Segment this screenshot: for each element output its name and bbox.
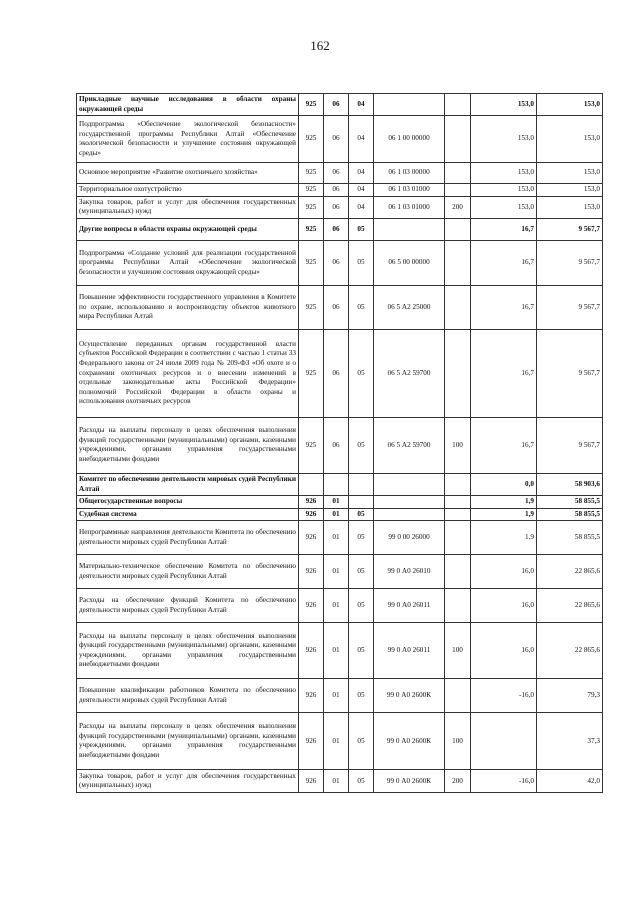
row-amount-change: 153,0 xyxy=(471,116,537,163)
row-section: 01 xyxy=(324,496,349,509)
row-grbs xyxy=(299,473,324,495)
row-amount-change: 16,0 xyxy=(471,555,537,589)
row-subsection xyxy=(349,473,374,495)
row-grbs: 926 xyxy=(299,555,324,589)
row-name: Повышение эффективности государственного управления в Комитете по охране, использованию и воспроизводству объектов животного мира Республики Алтай xyxy=(77,285,299,329)
row-amount-change: 16,7 xyxy=(471,218,537,240)
row-grbs: 925 xyxy=(299,184,324,197)
table-row xyxy=(77,196,603,218)
row-target-article: 06 1 03 01000 xyxy=(374,184,445,197)
row-amount-total: 153,0 xyxy=(537,163,603,184)
row-name: Осуществление переданных органам государственной власти субъектов Российской Федерации в соответствии с частью 1 статьи 33 Федерального закона от 24 июля 2009 года № 209-ФЗ «Об охоте и о сохранении охотничьих ресурсов и о внесении изменений в отдельные законодательные акты Российской Федерации» полномочий Российской Федерации в области охраны и использования охотничьих ресурсов xyxy=(77,329,299,417)
row-amount-change: 153,0 xyxy=(471,196,537,218)
row-grbs: 926 xyxy=(299,496,324,509)
row-section: 06 xyxy=(324,196,349,218)
row-grbs: 925 xyxy=(299,163,324,184)
row-name: Основное мероприятие «Развитие охотничьего хозяйства» xyxy=(77,163,299,184)
row-amount-change: -16,0 xyxy=(471,770,537,793)
row-grbs: 925 xyxy=(299,218,324,240)
row-grbs: 925 xyxy=(299,116,324,163)
row-grbs: 925 xyxy=(299,240,324,285)
row-target-article: 06 1 00 00000 xyxy=(374,116,445,163)
row-section: 06 xyxy=(324,329,349,417)
row-section: 01 xyxy=(324,589,349,623)
row-expense-type xyxy=(445,240,471,285)
table-row xyxy=(77,163,603,184)
row-amount-change: 153,0 xyxy=(471,94,537,116)
row-expense-type: 100 xyxy=(445,713,471,770)
row-amount-total: 9 567,7 xyxy=(537,240,603,285)
row-subsection: 04 xyxy=(349,163,374,184)
row-grbs: 926 xyxy=(299,589,324,623)
budget-table-body xyxy=(77,94,603,793)
row-name: Закупка товаров, работ и услуг для обеспечения государственных (муниципальных) нужд xyxy=(77,196,299,218)
row-subsection: 05 xyxy=(349,240,374,285)
row-amount-total: 58 855,5 xyxy=(537,496,603,509)
row-amount-change: 153,0 xyxy=(471,184,537,197)
row-name: Подпрограмма «Создание условий для реализации государственной программы Республики Алтай «Обеспечение экологической безопасности и улучшение состояния окружающей среды» xyxy=(77,240,299,285)
row-name: Расходы на выплаты персоналу в целях обеспечения выполнения функций государственными (муниципальными) органами, казенными учреждениями, органами управления государственными внебюджетными фондами xyxy=(77,623,299,679)
row-target-article: 99 0 А0 26010 xyxy=(374,555,445,589)
row-target-article xyxy=(374,508,445,521)
row-grbs: 926 xyxy=(299,770,324,793)
table-row xyxy=(77,285,603,329)
row-expense-type xyxy=(445,285,471,329)
row-subsection: 05 xyxy=(349,555,374,589)
table-row xyxy=(77,218,603,240)
row-amount-change: 16,7 xyxy=(471,285,537,329)
row-grbs: 926 xyxy=(299,623,324,679)
row-amount-total: 153,0 xyxy=(537,196,603,218)
row-expense-type xyxy=(445,184,471,197)
row-amount-change: 16,7 xyxy=(471,417,537,473)
row-amount-total: 22 865,6 xyxy=(537,555,603,589)
row-subsection: 04 xyxy=(349,184,374,197)
row-expense-type: 100 xyxy=(445,417,471,473)
row-subsection: 04 xyxy=(349,196,374,218)
row-section: 06 xyxy=(324,218,349,240)
row-subsection: 05 xyxy=(349,508,374,521)
row-section: 01 xyxy=(324,623,349,679)
table-row xyxy=(77,508,603,521)
row-section: 06 xyxy=(324,285,349,329)
row-grbs: 925 xyxy=(299,417,324,473)
row-subsection: 05 xyxy=(349,713,374,770)
row-amount-total: 153,0 xyxy=(537,184,603,197)
row-amount-total: 79,3 xyxy=(537,679,603,713)
row-section xyxy=(324,473,349,495)
row-section: 06 xyxy=(324,184,349,197)
row-target-article: 06 1 03 01000 xyxy=(374,196,445,218)
row-target-article: 99 0 А0 26011 xyxy=(374,589,445,623)
row-section: 01 xyxy=(324,521,349,555)
row-expense-type xyxy=(445,521,471,555)
row-name: Территориальное охотустройство xyxy=(77,184,299,197)
row-amount-change: 1,9 xyxy=(471,508,537,521)
table-row xyxy=(77,679,603,713)
row-section: 01 xyxy=(324,679,349,713)
row-target-article: 06 5 А2 59700 xyxy=(374,329,445,417)
row-amount-total: 22 865,6 xyxy=(537,623,603,679)
row-subsection: 05 xyxy=(349,285,374,329)
row-name: Прикладные научные исследования в области охраны окружающей среды xyxy=(77,94,299,116)
row-amount-total: 58 855,5 xyxy=(537,521,603,555)
row-expense-type xyxy=(445,473,471,495)
row-subsection: 05 xyxy=(349,623,374,679)
row-amount-change: 1,9 xyxy=(471,521,537,555)
row-name: Подпрограмма «Обеспечение экологической безопасности» государственной программы Республики Алтай «Обеспечение экологической безопасности и улучшение состояния окружающей среды» xyxy=(77,116,299,163)
row-expense-type: 200 xyxy=(445,770,471,793)
table-row xyxy=(77,94,603,116)
table-row xyxy=(77,473,603,495)
table-row xyxy=(77,770,603,793)
row-name: Общегосударственные вопросы xyxy=(77,496,299,509)
table-row xyxy=(77,329,603,417)
row-target-article: 99 0 00 26000 xyxy=(374,521,445,555)
row-name: Судебная система xyxy=(77,508,299,521)
row-subsection: 05 xyxy=(349,218,374,240)
row-expense-type xyxy=(445,496,471,509)
table-row xyxy=(77,713,603,770)
row-subsection: 05 xyxy=(349,417,374,473)
row-amount-change: 16,7 xyxy=(471,329,537,417)
row-amount-total: 58 855,5 xyxy=(537,508,603,521)
row-subsection: 05 xyxy=(349,329,374,417)
table-row xyxy=(77,589,603,623)
row-amount-total: 37,3 xyxy=(537,713,603,770)
row-amount-total: 9 567,7 xyxy=(537,285,603,329)
row-grbs: 925 xyxy=(299,329,324,417)
row-grbs: 926 xyxy=(299,679,324,713)
budget-table xyxy=(76,93,603,793)
row-target-article: 06 1 03 00000 xyxy=(374,163,445,184)
row-expense-type xyxy=(445,163,471,184)
row-subsection xyxy=(349,496,374,509)
row-amount-total: 9 567,7 xyxy=(537,417,603,473)
row-target-article: 99 0 А0 2600К xyxy=(374,770,445,793)
row-section: 06 xyxy=(324,94,349,116)
row-target-article: 06 5 А2 59700 xyxy=(374,417,445,473)
row-target-article: 99 0 А0 2600К xyxy=(374,679,445,713)
table-row xyxy=(77,496,603,509)
row-grbs: 925 xyxy=(299,94,324,116)
row-name: Другие вопросы в области охраны окружающей среды xyxy=(77,218,299,240)
row-section: 01 xyxy=(324,713,349,770)
row-section: 01 xyxy=(324,770,349,793)
page-number: 162 xyxy=(310,38,330,53)
row-name: Закупка товаров, работ и услуг для обеспечения государственных (муниципальных) нужд xyxy=(77,770,299,793)
row-expense-type xyxy=(445,94,471,116)
row-expense-type xyxy=(445,329,471,417)
row-expense-type xyxy=(445,555,471,589)
row-target-article xyxy=(374,496,445,509)
row-target-article: 99 0 А0 2600К xyxy=(374,713,445,770)
row-amount-total: 22 865,6 xyxy=(537,589,603,623)
row-name: Непрограммные направления деятельности Комитета по обеспечению деятельности мировых судей Республики Алтай xyxy=(77,521,299,555)
row-expense-type xyxy=(445,116,471,163)
row-section: 06 xyxy=(324,240,349,285)
row-grbs: 926 xyxy=(299,713,324,770)
row-amount-change xyxy=(471,713,537,770)
table-row xyxy=(77,521,603,555)
row-section: 01 xyxy=(324,555,349,589)
row-subsection: 04 xyxy=(349,94,374,116)
row-name: Расходы на выплаты персоналу в целях обеспечения выполнения функций государственными (муниципальными) органами, казенными учреждениями, органами управления государственными внебюджетными фондами xyxy=(77,713,299,770)
table-row xyxy=(77,240,603,285)
row-expense-type: 100 xyxy=(445,623,471,679)
row-amount-change: 153,0 xyxy=(471,163,537,184)
table-row xyxy=(77,623,603,679)
row-amount-change: -16,0 xyxy=(471,679,537,713)
row-subsection: 05 xyxy=(349,521,374,555)
row-expense-type xyxy=(445,589,471,623)
row-amount-change: 0,0 xyxy=(471,473,537,495)
row-section: 06 xyxy=(324,163,349,184)
row-expense-type xyxy=(445,508,471,521)
row-subsection: 04 xyxy=(349,116,374,163)
row-amount-change: 16,0 xyxy=(471,589,537,623)
row-target-article: 06 5 А2 25000 xyxy=(374,285,445,329)
row-amount-change: 16,7 xyxy=(471,240,537,285)
row-expense-type xyxy=(445,679,471,713)
row-name: Расходы на выплаты персоналу в целях обеспечения выполнения функций государственными (муниципальными) органами, казенными учреждениями, органами управления государственными внебюджетными фондами xyxy=(77,417,299,473)
row-section: 06 xyxy=(324,417,349,473)
row-target-article xyxy=(374,473,445,495)
row-name: Комитет по обеспечению деятельности мировых судей Республики Алтай xyxy=(77,473,299,495)
row-grbs: 925 xyxy=(299,285,324,329)
row-target-article: 06 5 00 00000 xyxy=(374,240,445,285)
table-row xyxy=(77,417,603,473)
row-target-article: 99 0 А0 26011 xyxy=(374,623,445,679)
row-target-article xyxy=(374,218,445,240)
row-amount-total: 58 903,6 xyxy=(537,473,603,495)
row-amount-total: 9 567,7 xyxy=(537,218,603,240)
row-name: Материально-техническое обеспечение Комитета по обеспечению деятельности мировых судей Республики Алтай xyxy=(77,555,299,589)
row-name: Расходы на обеспечение функций Комитета по обеспечению деятельности мировых судей Республики Алтай xyxy=(77,589,299,623)
row-subsection: 05 xyxy=(349,770,374,793)
row-amount-total: 153,0 xyxy=(537,94,603,116)
row-subsection: 05 xyxy=(349,589,374,623)
row-section: 01 xyxy=(324,508,349,521)
table-row xyxy=(77,555,603,589)
row-amount-total: 153,0 xyxy=(537,116,603,163)
row-amount-total: 9 567,7 xyxy=(537,329,603,417)
table-row xyxy=(77,116,603,163)
row-expense-type: 200 xyxy=(445,196,471,218)
row-amount-change: 1,9 xyxy=(471,496,537,509)
row-amount-change: 16,0 xyxy=(471,623,537,679)
row-name: Повышение квалификации работников Комитета по обеспечению деятельности мировых судей Республики Алтай xyxy=(77,679,299,713)
row-subsection: 05 xyxy=(349,679,374,713)
row-grbs: 926 xyxy=(299,508,324,521)
row-grbs: 926 xyxy=(299,521,324,555)
row-expense-type xyxy=(445,218,471,240)
row-section: 06 xyxy=(324,116,349,163)
table-row xyxy=(77,184,603,197)
row-grbs: 925 xyxy=(299,196,324,218)
row-target-article xyxy=(374,94,445,116)
row-amount-total: 42,0 xyxy=(537,770,603,793)
